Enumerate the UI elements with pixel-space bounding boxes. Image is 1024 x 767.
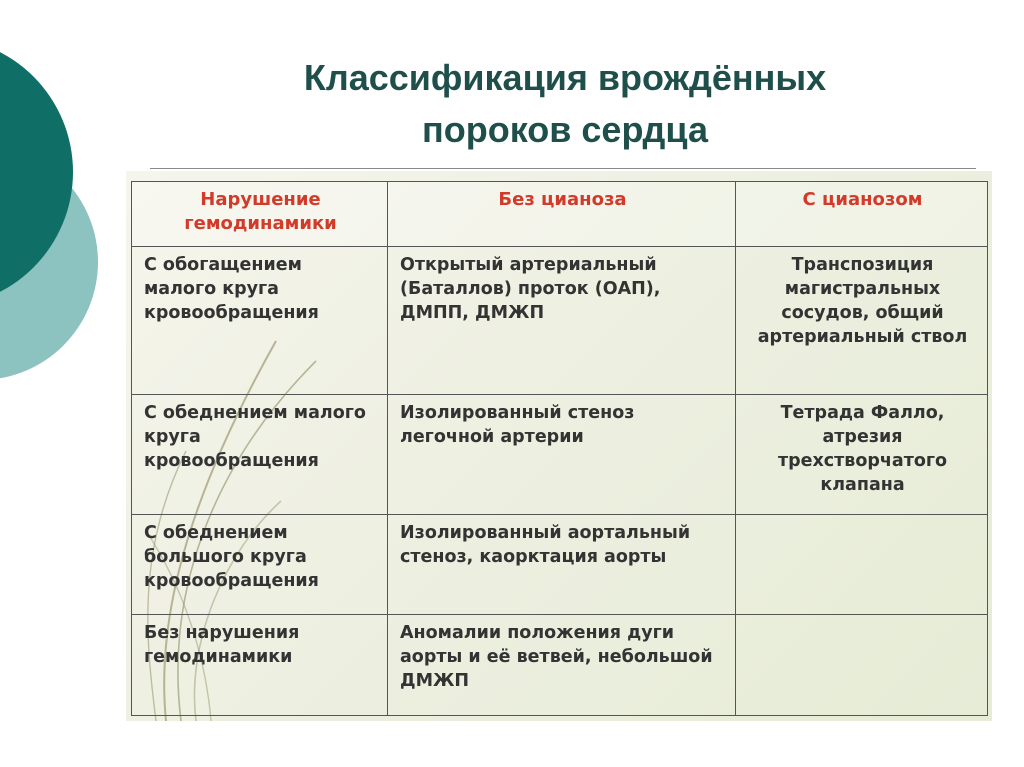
slide-title-line-1: Классификация врождённых [303, 57, 827, 98]
cell-hemodynamics: С обеднением большого круга кровообращения [132, 515, 388, 615]
cell-hemodynamics: Без нарушения гемодинамики [132, 615, 388, 716]
dark-teal-circle [0, 37, 73, 307]
cell-without-cyanosis: Изолированный стеноз легочной артерии [388, 395, 736, 515]
cell-with-cyanosis: Транспозиция магистральных сосудов, общий артериальный ствол [736, 247, 988, 395]
table-row [132, 515, 988, 615]
header-with-cyanosis: С цианозом [736, 182, 988, 247]
table-panel [126, 171, 992, 721]
cell-with-cyanosis: Тетрада Фалло, атрезия трехстворчатого клапана [736, 395, 988, 515]
header-hemodynamics: Нарушение гемодинамики [132, 182, 388, 247]
slide-title-line-2: пороков сердца [422, 109, 708, 150]
table-row [132, 395, 988, 515]
header-without-cyanosis: Без цианоза [388, 182, 736, 247]
cell-hemodynamics: С обеднением малого круга кровообращения [132, 395, 388, 515]
cell-hemodynamics: С обогащением малого круга кровообращения [132, 247, 388, 395]
table-header-row [132, 182, 988, 247]
cell-without-cyanosis: Аномалии положения дуги аорты и её ветвей, небольшой ДМЖП [388, 615, 736, 716]
table-row [132, 615, 988, 716]
cell-with-cyanosis [736, 615, 988, 716]
classification-table [131, 181, 988, 716]
table-row [132, 247, 988, 395]
cell-with-cyanosis [736, 515, 988, 615]
light-teal-circle [0, 144, 98, 380]
slide-title [200, 52, 930, 156]
cell-without-cyanosis: Изолированный аортальный стеноз, каорктация аорты [388, 515, 736, 615]
title-divider [150, 168, 976, 169]
cell-without-cyanosis: Открытый артериальный (Баталлов) проток (ОАП), ДМПП, ДМЖП [388, 247, 736, 395]
